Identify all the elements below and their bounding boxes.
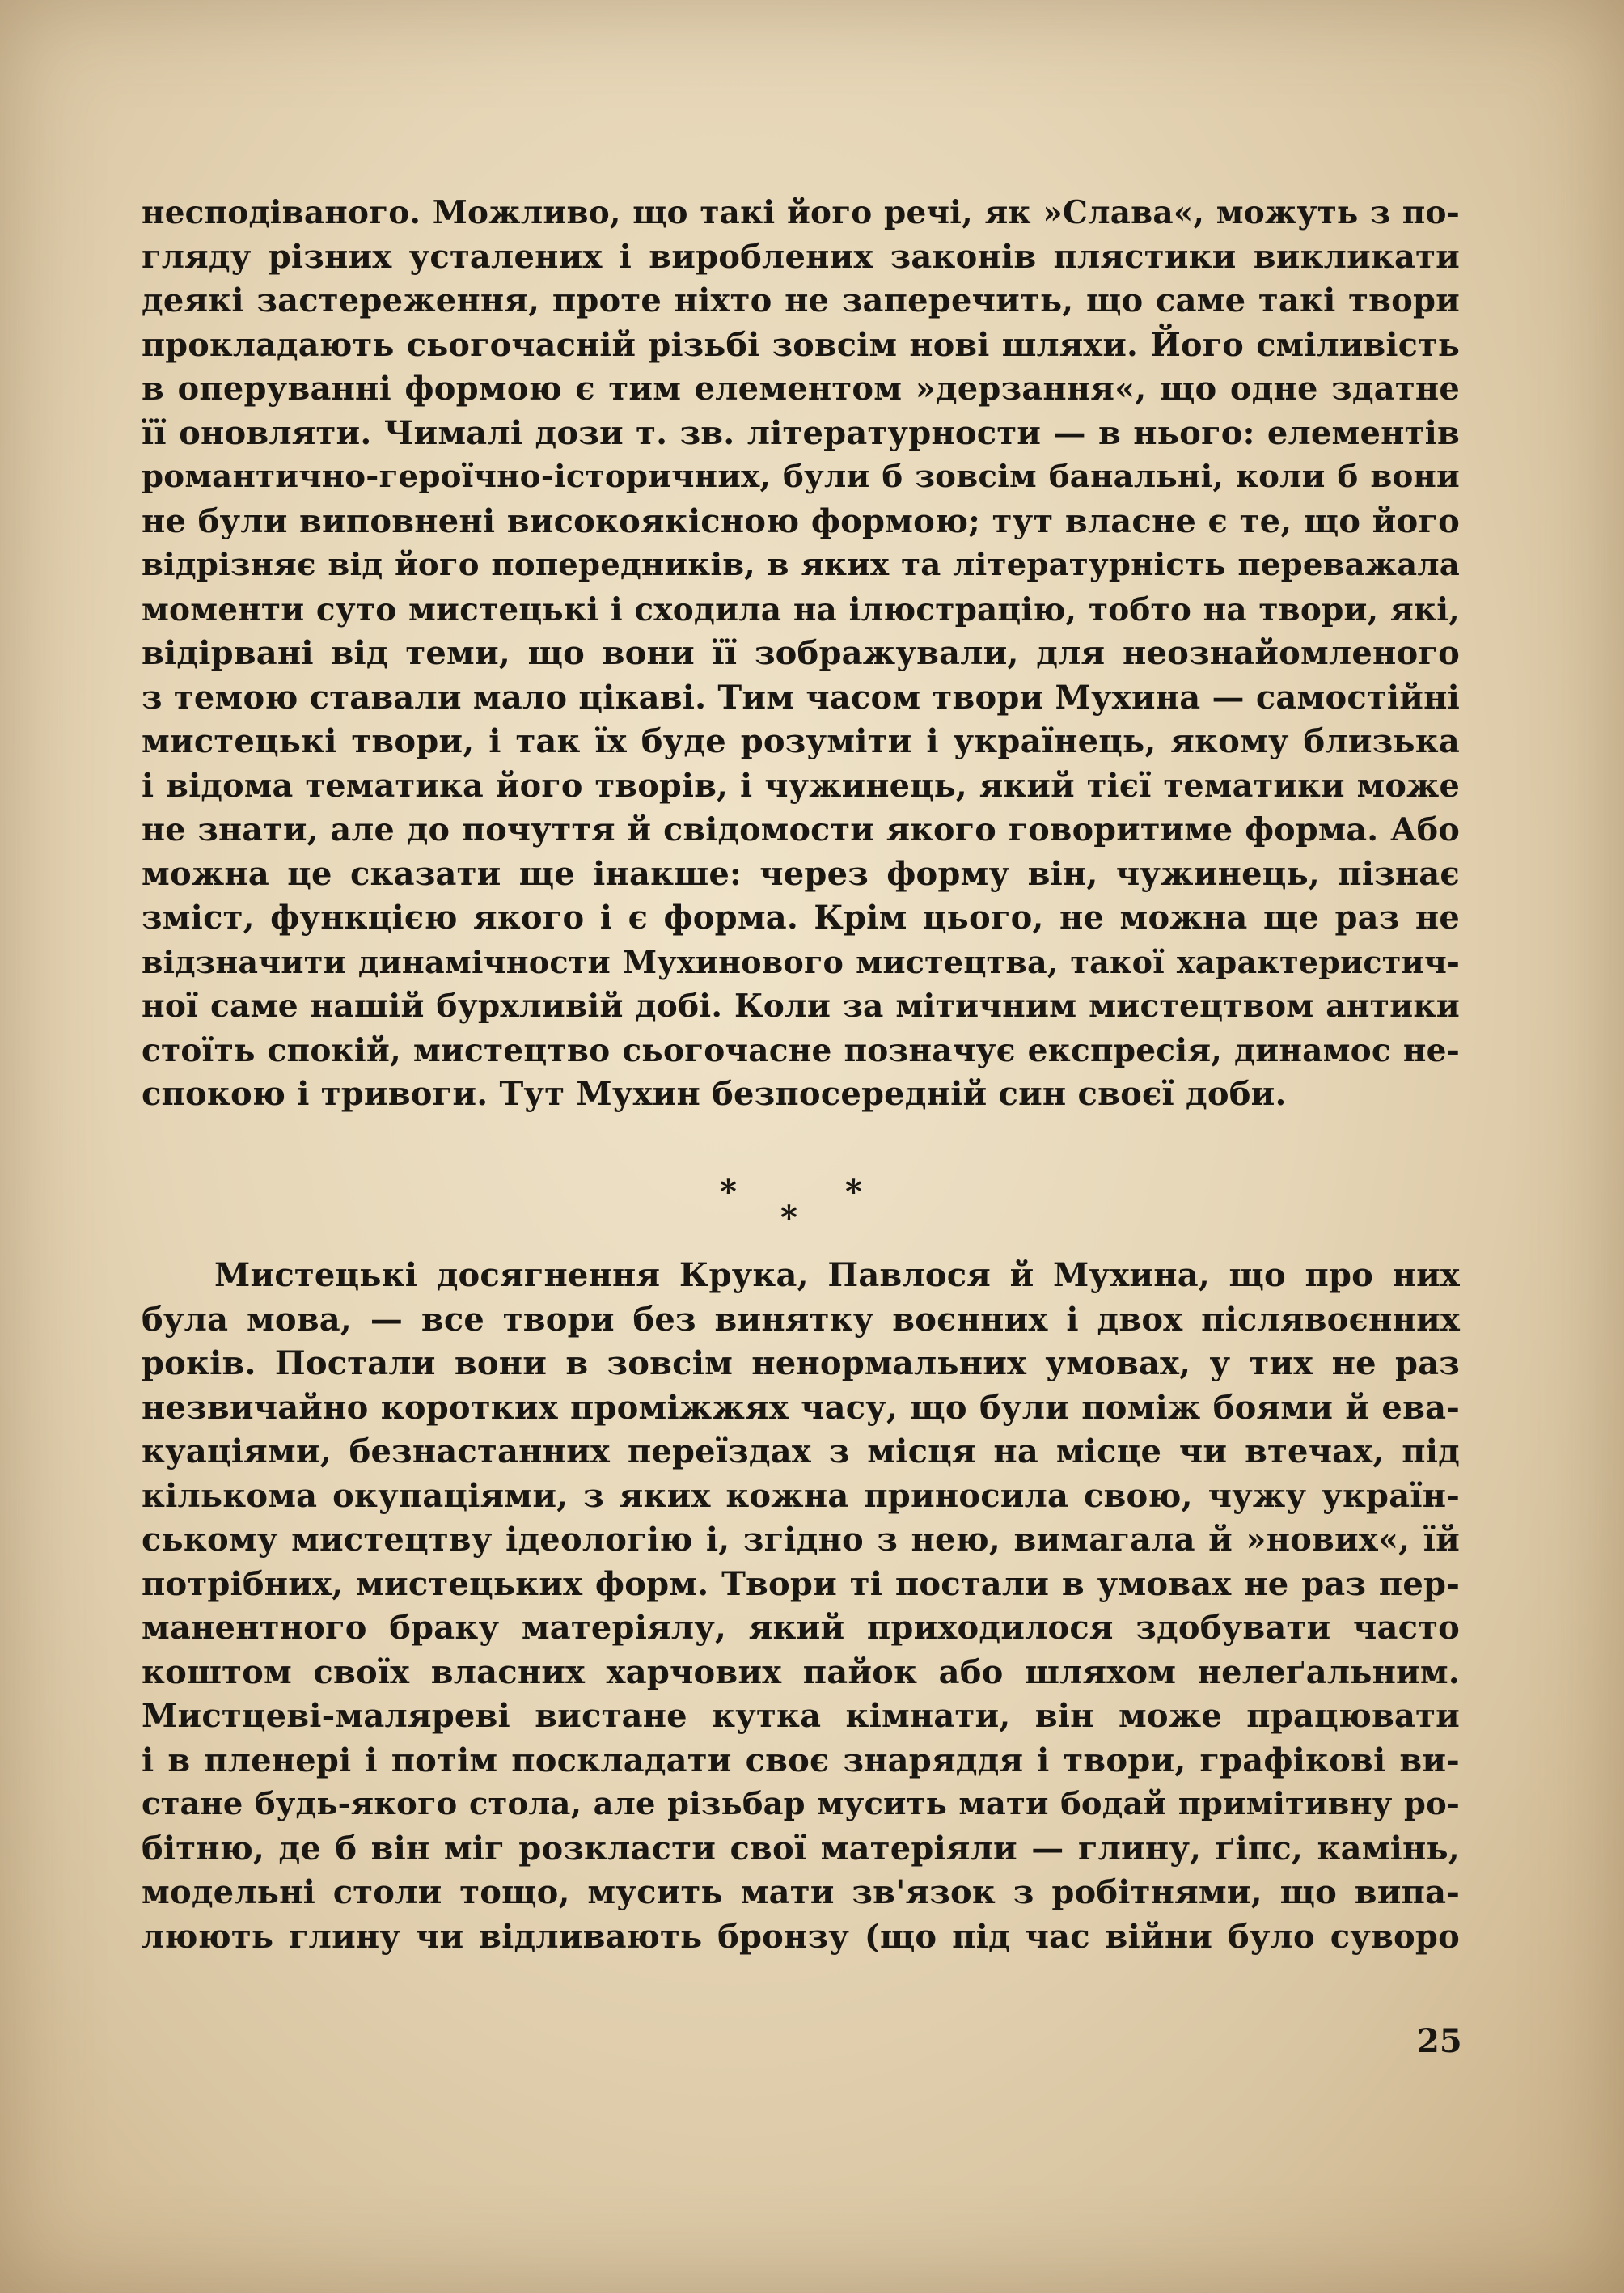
text-line: модельні столи тощо, мусить мати зв'язок з робітнями, що випа- bbox=[142, 1873, 1460, 1911]
text-line: потрібних, мистецьких форм. Твори ті постали в умовах не раз пер- bbox=[142, 1564, 1460, 1603]
text-line: в оперуванні формою є тим елементом »дерзання«, що одне здатне bbox=[142, 370, 1460, 408]
text-line: зміст, функцією якого і є форма. Крім цього, не можна ще раз не bbox=[142, 899, 1460, 937]
paragraph-2 bbox=[142, 1254, 1460, 1959]
text-line: відрізняє від його попередників, в яких та літературність переважала bbox=[142, 547, 1460, 583]
text-line: гляду різних усталених і вироблених законів плястики викликати bbox=[142, 237, 1460, 276]
text-line: не були виповнені високоякісною формою; тут власне є те, що його bbox=[142, 501, 1460, 540]
separator-asterisk: * bbox=[845, 1173, 862, 1211]
text-line: куаціями, безнастанних переїздах з місця на місце чи втечах, під bbox=[142, 1432, 1460, 1470]
separator-asterisk: * bbox=[720, 1173, 737, 1211]
text-line: можна це сказати ще інакше: через форму він, чужинець, пізнає bbox=[142, 854, 1460, 893]
text-line: незвичайно коротких проміжжях часу, що були поміж боями й ева- bbox=[142, 1388, 1460, 1427]
text-line: мистецькі твори, і так їх буде розуміти і українець, якому близька bbox=[142, 722, 1460, 760]
text-line: несподіваного. Можливо, що такі його речі, як »Слава«, можуть з по- bbox=[142, 194, 1460, 231]
text-line: манентного браку матеріялу, який приходилося здобувати часто bbox=[142, 1609, 1460, 1647]
text-line: стане будь-якого стола, але різьбар мусить мати бодай примітивну ро- bbox=[142, 1786, 1460, 1822]
text-line: спокою і тривоги. Тут Мухин безпосередній син своєї доби. bbox=[142, 1075, 1287, 1113]
text-line: з темою ставали мало цікаві. Тим часом твори Мухина — самостійні bbox=[142, 678, 1460, 717]
text-line: ної саме нашій бурхливій добі. Коли за мітичним мистецтвом антики bbox=[142, 988, 1460, 1025]
text-line: років. Постали вони в зовсім ненормальних умовах, у тих не раз bbox=[142, 1344, 1460, 1382]
text-line: деякі застереження, проте ніхто не заперечить, що саме такі твори bbox=[142, 281, 1460, 319]
section-separator bbox=[704, 1173, 865, 1237]
text-line: її оновляти. Чималі дози т. зв. літературности — в нього: елементів bbox=[142, 413, 1460, 452]
text-line: і в пленері і потім поскладати своє знаряддя і твори, графікові ви- bbox=[142, 1741, 1460, 1779]
text-line: відзначити динамічности Мухинового мистецтва, такої характеристич- bbox=[142, 943, 1460, 980]
text-line: моменти суто мистецькі і сходила на ілюстрацію, тобто на твори, які, bbox=[142, 590, 1460, 628]
text-line: люють глину чи відливають бронзу (що під час війни було суворо bbox=[142, 1917, 1460, 1956]
text-line: ському мистецтву ідеологію і, згідно з нею, вимагала й »нових«, їй bbox=[142, 1521, 1460, 1559]
page-number: 25 bbox=[1417, 2022, 1462, 2060]
text-line: відірвані від теми, що вони її зображували, для неознайомленого bbox=[142, 634, 1460, 672]
text-line: Мистецькі досягнення Крука, Павлося й Мухина, що про них bbox=[214, 1256, 1460, 1294]
text-line: прокладають сьогочасній різьбі зовсім нові шляхи. Його сміливість bbox=[142, 326, 1460, 364]
text-line: романтично-героїчно-історичних, були б зовсім банальні, коли б вони bbox=[142, 459, 1460, 495]
text-line: і відома тематика його творів, і чужинець, який тієї тематики може bbox=[142, 767, 1460, 805]
paragraph-1 bbox=[142, 191, 1460, 1117]
text-line: Мистцеві-маляреві вистане кутка кімнати, він може працювати bbox=[142, 1697, 1460, 1735]
text-line: бітню, де б він міг розкласти свої матеріяли — глину, ґіпс, камінь, bbox=[142, 1829, 1460, 1868]
text-line: коштом своїх власних харчових пайок або шляхом нелеґальним. bbox=[142, 1652, 1460, 1691]
text-line: не знати, але до почуття й свідомости якого говоритиме форма. Або bbox=[142, 811, 1460, 848]
text-line: була мова, — все твори без винятку воєнних і двох післявоєнних bbox=[142, 1300, 1460, 1339]
text-line: кількома окупаціями, з яких кожна приносила свою, чужу україн- bbox=[142, 1476, 1460, 1515]
separator-asterisk: * bbox=[780, 1199, 797, 1237]
text-line: стоїть спокій, мистецтво сьогочасне позначує експресія, динамос не- bbox=[142, 1031, 1460, 1069]
